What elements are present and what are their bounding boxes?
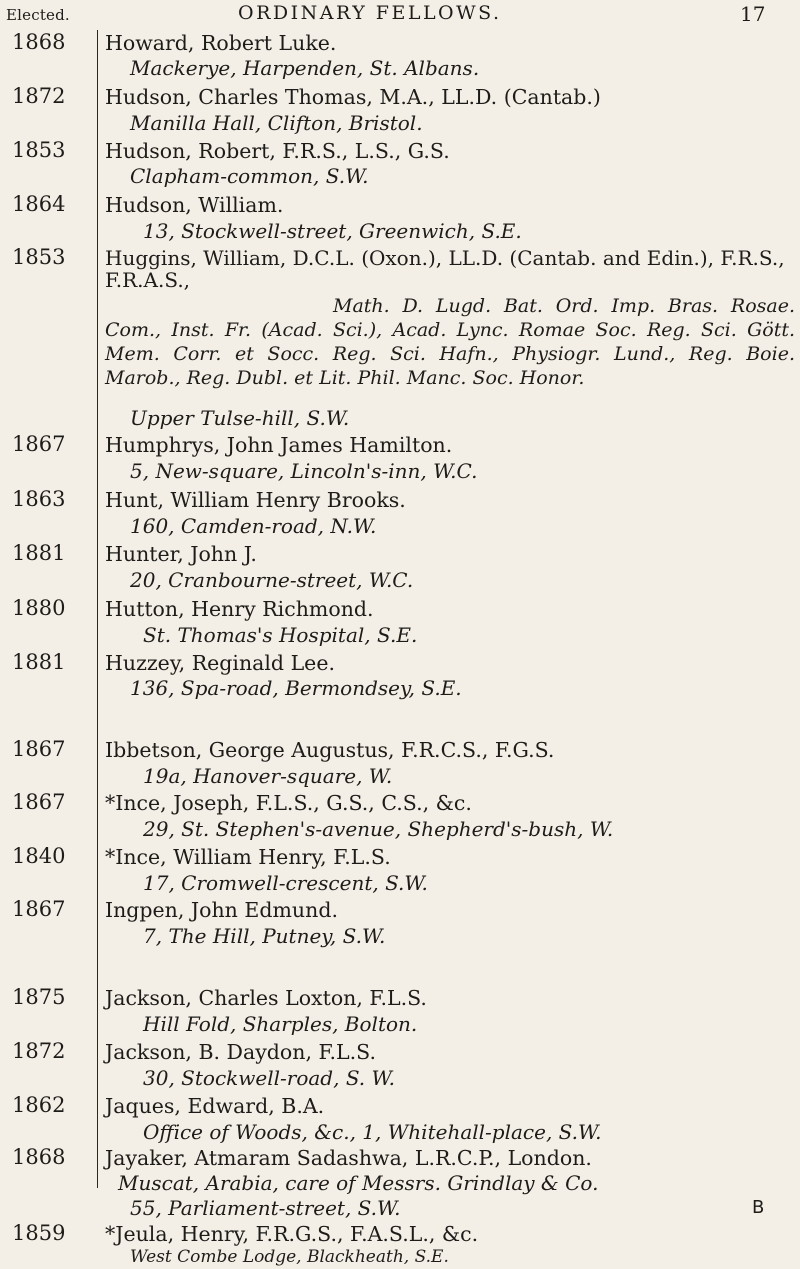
entry-year: 1867 xyxy=(12,790,66,814)
elected-column-label: Elected. xyxy=(6,6,70,24)
entry-address: 19a, Hanover-square, W. xyxy=(143,764,393,788)
entry-address-line-2: 55, Parliament-street, S.W. xyxy=(130,1196,401,1220)
entry-name: Huzzey, Reginald Lee. xyxy=(105,651,335,675)
entry-address: Office of Woods, &c., 1, Whitehall-place, S.W. xyxy=(143,1120,602,1144)
signature-mark: B xyxy=(752,1197,765,1218)
entry-address: St. Thomas's Hospital, S.E. xyxy=(143,623,418,647)
entry-address: Upper Tulse-hill, S.W. xyxy=(130,406,350,430)
entry-address: Manilla Hall, Clifton, Bristol. xyxy=(130,111,423,135)
entry-year: 1853 xyxy=(12,245,66,269)
entry-address: 17, Cromwell-crescent, S.W. xyxy=(143,871,428,895)
entry-address: West Combe Lodge, Blackheath, S.E. xyxy=(130,1247,449,1267)
entry-year: 1867 xyxy=(12,432,66,456)
entry-name: Jackson, B. Daydon, F.L.S. xyxy=(105,1040,376,1064)
entry-year: 1868 xyxy=(12,30,66,54)
entry-name: Jaques, Edward, B.A. xyxy=(105,1094,325,1118)
entry-year: 1868 xyxy=(12,1145,66,1169)
entry-honours: Math. D. Lugd. Bat. Ord. Imp. Bras. Rosae. Com., Inst. Fr. (Acad. Sci.), Acad. Lync. Romae Soc. Reg. Sci. Gött. Mem. Corr. et Socc. Reg. Sci. Hafn., Physiogr. Lund., Reg. Boie. Marob., Reg. Dubl. et Lit. Phil. Manc. Soc. Honor. xyxy=(105,295,795,389)
entry-address: 7, The Hill, Putney, S.W. xyxy=(143,924,386,948)
entry-year: 1867 xyxy=(12,737,66,761)
entry-address: 13, Stockwell-street, Greenwich, S.E. xyxy=(143,219,522,243)
entry-name: Humphrys, John James Hamilton. xyxy=(105,433,453,457)
entry-name: Hunter, John J. xyxy=(105,542,257,566)
entry-address: 20, Cranbourne-street, W.C. xyxy=(130,568,414,592)
entry-name: Jayaker, Atmaram Sadashwa, L.R.C.P., London. xyxy=(105,1146,592,1170)
entry-name: *Ince, Joseph, F.L.S., G.S., C.S., &c. xyxy=(105,791,472,815)
entry-name: Hudson, William. xyxy=(105,193,284,217)
entry-year: 1862 xyxy=(12,1093,66,1117)
entry-address: Hill Fold, Sharples, Bolton. xyxy=(143,1012,418,1036)
entry-name: Ibbetson, George Augustus, F.R.C.S., F.G.S. xyxy=(105,738,555,762)
entry-name: Howard, Robert Luke. xyxy=(105,31,337,55)
entry-name: Hudson, Charles Thomas, M.A., LL.D. (Cantab.) xyxy=(105,85,601,109)
entry-year: 1880 xyxy=(12,596,66,620)
entry-address: Muscat, Arabia, care of Messrs. Grindlay & Co. xyxy=(118,1171,599,1195)
entry-year: 1881 xyxy=(12,541,66,565)
entry-year: 1863 xyxy=(12,487,66,511)
page-number: 17 xyxy=(740,2,766,26)
entry-name: Huggins, William, D.C.L. (Oxon.), LL.D. (Cantab. and Edin.), F.R.S., F.R.A.S., xyxy=(105,246,785,292)
entry-address: 5, New-square, Lincoln's-inn, W.C. xyxy=(130,459,478,483)
column-rule xyxy=(97,30,98,1188)
running-head: ORDINARY FELLOWS. xyxy=(238,2,502,24)
entry-address: 29, St. Stephen's-avenue, Shepherd's-bush, W. xyxy=(143,817,614,841)
entry-name: Ingpen, John Edmund. xyxy=(105,898,338,922)
entry-name: Hutton, Henry Richmond. xyxy=(105,597,374,621)
entry-year: 1872 xyxy=(12,1039,66,1063)
entry-year: 1881 xyxy=(12,650,66,674)
entry-year: 1859 xyxy=(12,1221,66,1245)
entry-address: 30, Stockwell-road, S. W. xyxy=(143,1066,395,1090)
entry-year: 1864 xyxy=(12,192,66,216)
entry-name: *Ince, William Henry, F.L.S. xyxy=(105,845,391,869)
entry-year: 1872 xyxy=(12,84,66,108)
entry-address: 160, Camden-road, N.W. xyxy=(130,514,377,538)
entry-year: 1853 xyxy=(12,138,66,162)
entry-name: Hudson, Robert, F.R.S., L.S., G.S. xyxy=(105,139,450,163)
entry-year: 1875 xyxy=(12,985,66,1009)
entry-address: Clapham-common, S.W. xyxy=(130,164,369,188)
entry-name: Jackson, Charles Loxton, F.L.S. xyxy=(105,986,427,1010)
entry-name: *Jeula, Henry, F.R.G.S., F.A.S.L., &c. xyxy=(105,1222,479,1246)
entry-year: 1867 xyxy=(12,897,66,921)
entry-year: 1840 xyxy=(12,844,66,868)
entry-name: Hunt, William Henry Brooks. xyxy=(105,488,406,512)
entry-address: Mackerye, Harpenden, St. Albans. xyxy=(130,56,480,80)
entry-address: 136, Spa-road, Bermondsey, S.E. xyxy=(130,676,462,700)
